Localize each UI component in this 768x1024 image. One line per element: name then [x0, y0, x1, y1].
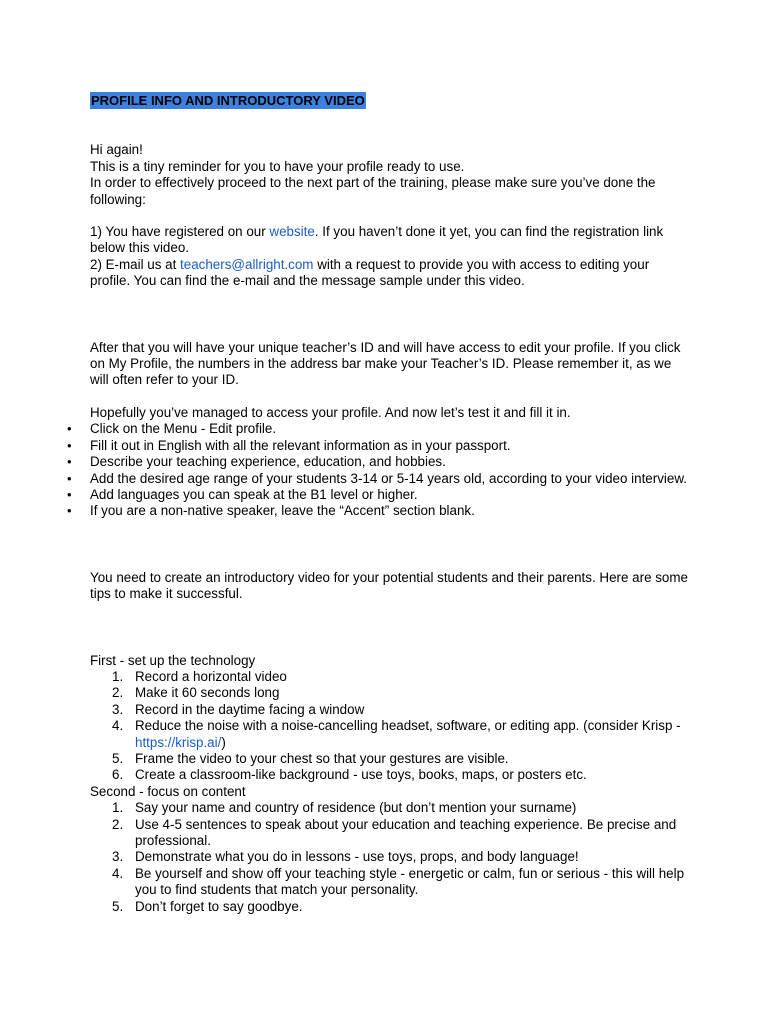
list-item	[90, 899, 690, 915]
list-item-text-suffix: )	[221, 734, 226, 750]
technology-list	[90, 669, 690, 784]
step-registered-suffix: . If you haven’t done it yet, you can find the registration link below this video.	[90, 224, 664, 256]
list-item-text: Be yourself and show off your teaching style - energetic or calm, fun or serious - this will help you to find students that match your personality.	[135, 865, 685, 898]
greeting: Hi again!	[90, 142, 143, 158]
list-number: 1.	[112, 800, 124, 816]
list-number: 5.	[112, 898, 124, 914]
list-item	[90, 866, 690, 899]
second-heading: Second - focus on content	[90, 783, 246, 799]
list-number: 4.	[112, 718, 124, 734]
bullet-icon: •	[67, 437, 72, 453]
list-item	[90, 751, 690, 767]
list-item-text: Add languages you can speak at the B1 level or higher.	[90, 486, 418, 502]
list-number: 3.	[112, 849, 124, 865]
bullet-icon: •	[67, 421, 72, 437]
list-item	[67, 503, 690, 519]
first-heading: First - set up the technology	[90, 652, 256, 668]
step-email	[90, 257, 690, 290]
website-link[interactable]: website	[269, 224, 315, 240]
step-email-prefix: 2) E-mail us at	[90, 256, 181, 272]
content-list	[90, 800, 690, 915]
list-item-text: Create a classroom-like background - use toys, books, maps, or posters etc.	[135, 767, 587, 783]
list-number: 3.	[112, 701, 124, 717]
list-item	[90, 685, 690, 701]
step-email-suffix: with a request to provide you with access to editing your profile. You can find the e-mail and the message sample under this video.	[90, 256, 650, 289]
list-number: 5.	[112, 750, 124, 766]
list-number: 1.	[112, 668, 124, 684]
bullet-icon: •	[67, 470, 72, 486]
document-body	[67, 92, 690, 915]
list-item-text: Record a horizontal video	[135, 668, 287, 684]
list-item-text: Click on the Menu - Edit profile.	[90, 421, 277, 437]
list-number: 6.	[112, 767, 124, 783]
list-item-text: If you are a non-native speaker, leave the “Accent” section blank.	[90, 503, 475, 519]
list-item-text: Describe your teaching experience, education, and hobbies.	[90, 454, 446, 470]
list-item	[90, 702, 690, 718]
bullet-icon: •	[67, 486, 72, 502]
list-number: 2.	[112, 816, 124, 832]
list-item	[90, 817, 690, 850]
teacher-id-text: After that you will have your unique teacher’s ID and will have access to edit your profile. If you click on My Profile, the numbers in the address bar make your Teacher’s ID. Please remember it, as we will often refer to your ID.	[90, 339, 681, 388]
list-item-text: Demonstrate what you do in lessons - use toys, props, and body language!	[135, 849, 579, 865]
list-item	[67, 437, 690, 454]
list-item-text: Say your name and country of residence (but don’t mention your surname)	[135, 800, 577, 816]
list-item	[90, 800, 690, 816]
list-item	[90, 849, 690, 865]
profile-checklist	[67, 421, 690, 519]
list-item-text: Fill it out in English with all the relevant information as in your passport.	[90, 437, 511, 453]
email-link[interactable]: teachers@allright.com	[180, 256, 314, 272]
list-item-text: Make it 60 seconds long	[135, 685, 280, 701]
list-item-text: Don’t forget to say goodbye.	[135, 898, 303, 914]
list-number: 4.	[112, 865, 124, 881]
step-registered	[90, 224, 690, 257]
list-item-text: Frame the video to your chest so that your gestures are visible.	[135, 750, 509, 766]
list-item	[90, 718, 690, 751]
reminder-text: This is a tiny reminder for you to have your profile ready to use.	[90, 158, 465, 174]
list-item-text: Reduce the noise with a noise-cancelling headset, software, or editing app. (consider Krisp -	[135, 718, 681, 734]
list-item	[90, 767, 690, 783]
video-intro-text: You need to create an introductory video for your potential students and their parents. Here are some tips to make it successful.	[90, 569, 688, 602]
step-registered-prefix: 1) You have registered on our	[90, 224, 270, 240]
list-item-text: Record in the daytime facing a window	[135, 701, 365, 717]
list-item	[67, 454, 690, 470]
instruction-text: In order to effectively proceed to the next part of the training, please make sure you’ve done the following:	[90, 175, 656, 207]
page-title: PROFILE INFO AND INTRODUCTORY VIDEO	[91, 93, 365, 108]
list-number: 2.	[112, 685, 124, 701]
list-item	[67, 486, 690, 503]
list-item	[67, 470, 690, 487]
list-item	[67, 421, 690, 437]
profile-access-text: Hopefully you’ve managed to access your profile. And now let’s test it and fill it in.	[90, 404, 571, 420]
list-item-text: Use 4-5 sentences to speak about your education and teaching experience. Be precise and professional.	[135, 816, 677, 848]
krisp-link[interactable]: https://krisp.ai/	[135, 734, 222, 750]
list-item	[90, 669, 690, 685]
bullet-icon: •	[67, 503, 72, 519]
bullet-icon: •	[67, 454, 72, 470]
list-item-text: Add the desired age range of your students 3-14 or 5-14 years old, according to your video interview.	[90, 470, 687, 486]
